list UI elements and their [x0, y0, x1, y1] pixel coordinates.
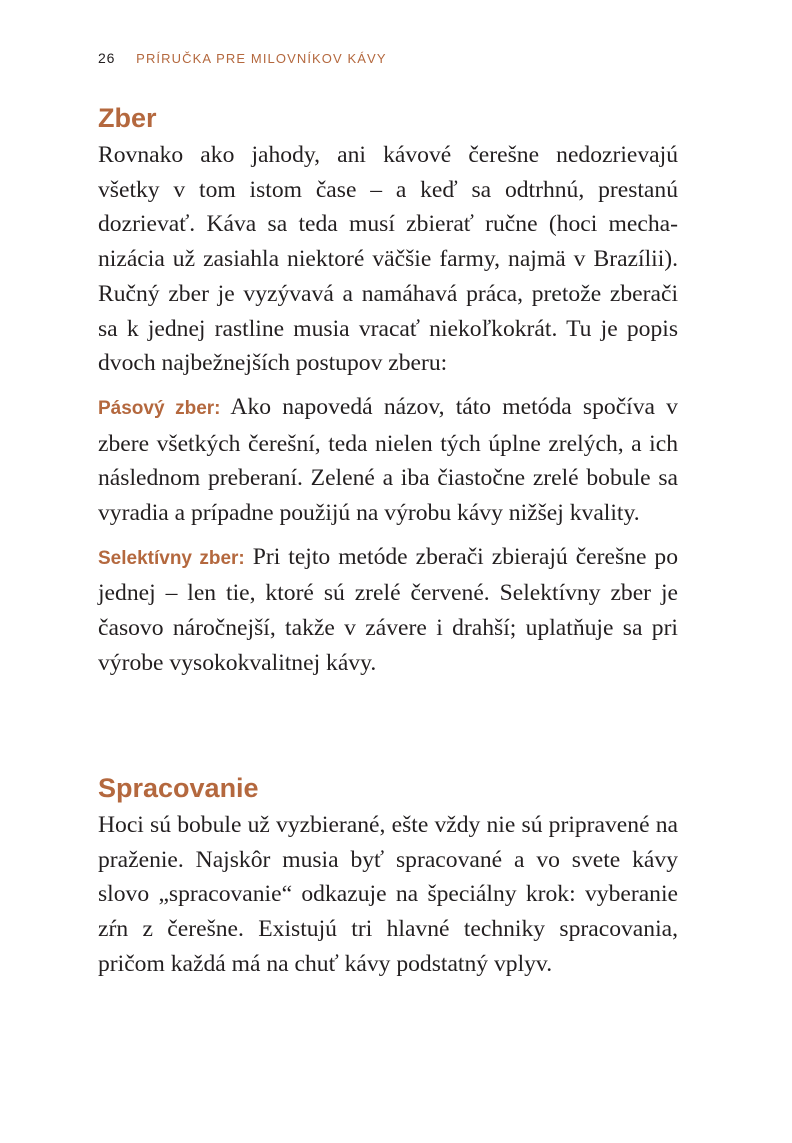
page-number: 26: [98, 50, 116, 66]
method-paragraph-pasovy: [98, 390, 678, 531]
method-label-pasovy: Pásový zber:: [98, 397, 221, 419]
section-heading-zber: Zber: [98, 103, 157, 133]
book-title: PRÍRUČKA PRE MILOVNÍKOV KÁVY: [136, 51, 387, 66]
section-heading-spracovanie: Spracovanie: [98, 773, 259, 803]
intro-paragraph: Rovnako ako jahody, ani kávové čerešne nedozrievajú všetky v tom istom čase – a keď sa odtrhnú, prestanú dozrievať. Káva sa teda musí zbierať ručne (hoci mechanizácia už zasiahla niektoré väčšie farmy, najmä v Brazílii). Ručný zber je vyzývavá a namáhavá práca, pretože zberači sa k jednej rastline musia vracať niekoľkokrát. Tu je popis dvoch najbežnejších postupov zberu:: [98, 142, 678, 377]
method-label-selektivny: Selektívny zber:: [98, 547, 245, 569]
spracovanie-paragraph: Hoci sú bobule už vyzbierané, ešte vždy nie sú pripravené na praženie. Najskôr musia byť spracované a vo svete kávy slovo „spracovanie“ odkazuje na špeciálny krok: vyberanie zŕn z čerešne. Existujú tri hlavné techniky spracovania, pričom každá má na chuť kávy podstatný vplyv.: [98, 812, 678, 977]
method-text-pasovy: Ako napovedá názov, táto metóda spočíva v zbere všetkých čerešní, teda nielen tých úplne zrelých, a ich následnom preberaní. Zelené a iba čiastočne zrelé bobule sa vyradia a prípadne použijú na výrobu kávy nižšej kvality.: [98, 393, 678, 527]
running-header: [98, 48, 387, 69]
section-zber: [98, 102, 678, 681]
section-spracovanie: [98, 772, 678, 982]
method-paragraph-selektivny: [98, 540, 678, 681]
method-text-selektivny: Pri tejto metóde zberači zbierajú čerešne po jednej – len tie, ktoré sú zrelé červené. Selektívny zber je časovo náročnejší, takže v závere i drahší; uplatňuje sa pri výrobe vysokokvalitnej kávy.: [98, 543, 679, 676]
